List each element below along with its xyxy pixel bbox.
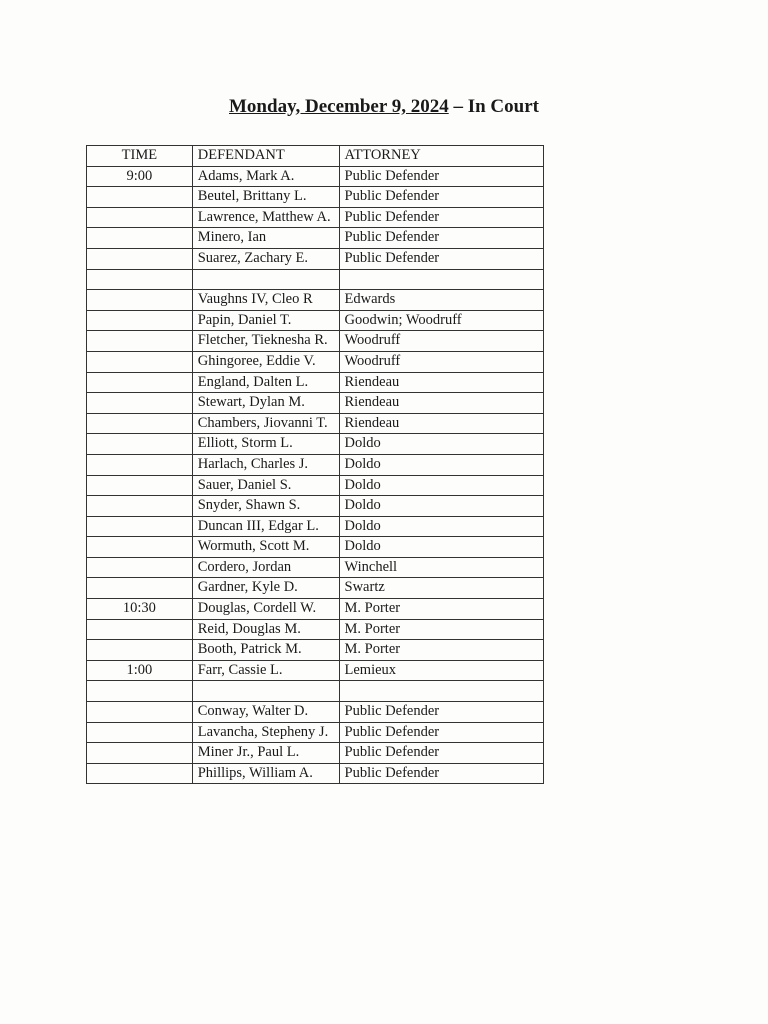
time-cell <box>87 413 193 434</box>
defendant-cell: Reid, Douglas M. <box>192 619 339 640</box>
defendant-cell: Farr, Cassie L. <box>192 660 339 681</box>
attorney-cell <box>339 269 543 290</box>
defendant-cell: Chambers, Jiovanni T. <box>192 413 339 434</box>
table-row <box>87 557 544 578</box>
time-cell <box>87 454 193 475</box>
table-row <box>87 763 544 784</box>
attorney-cell: Riendeau <box>339 413 543 434</box>
defendant-cell: Lawrence, Matthew A. <box>192 207 339 228</box>
time-cell <box>87 310 193 331</box>
table-row <box>87 454 544 475</box>
table-row <box>87 228 544 249</box>
table-row <box>87 310 544 331</box>
schedule-body <box>87 166 544 784</box>
defendant-cell: Adams, Mark A. <box>192 166 339 187</box>
attorney-cell: Doldo <box>339 434 543 455</box>
time-cell <box>87 393 193 414</box>
attorney-cell: Public Defender <box>339 248 543 269</box>
defendant-cell: Cordero, Jordan <box>192 557 339 578</box>
time-cell <box>87 351 193 372</box>
time-cell <box>87 763 193 784</box>
defendant-cell: Duncan III, Edgar L. <box>192 516 339 537</box>
table-row <box>87 166 544 187</box>
defendant-cell: Fletcher, Tieknesha R. <box>192 331 339 352</box>
defendant-cell <box>192 681 339 702</box>
time-cell <box>87 290 193 311</box>
defendant-cell: Conway, Walter D. <box>192 702 339 723</box>
table-row <box>87 702 544 723</box>
table-row <box>87 619 544 640</box>
attorney-cell: Woodruff <box>339 351 543 372</box>
attorney-cell: Woodruff <box>339 331 543 352</box>
attorney-cell: Doldo <box>339 475 543 496</box>
time-cell <box>87 228 193 249</box>
attorney-cell: Goodwin; Woodruff <box>339 310 543 331</box>
time-cell <box>87 372 193 393</box>
attorney-cell: Doldo <box>339 537 543 558</box>
table-row <box>87 207 544 228</box>
attorney-cell: Doldo <box>339 516 543 537</box>
time-cell: 9:00 <box>87 166 193 187</box>
title-date: Monday, December 9, 2024 <box>229 96 449 117</box>
defendant-cell: Elliott, Storm L. <box>192 434 339 455</box>
defendant-cell <box>192 269 339 290</box>
table-row <box>87 434 544 455</box>
time-cell: 10:30 <box>87 599 193 620</box>
defendant-cell: Vaughns IV, Cleo R <box>192 290 339 311</box>
table-row <box>87 475 544 496</box>
time-cell <box>87 434 193 455</box>
table-row <box>87 496 544 517</box>
attorney-cell <box>339 681 543 702</box>
attorney-cell: Doldo <box>339 496 543 517</box>
table-row <box>87 578 544 599</box>
time-cell <box>87 743 193 764</box>
time-cell <box>87 557 193 578</box>
table-row <box>87 722 544 743</box>
table-row <box>87 331 544 352</box>
table-row <box>87 393 544 414</box>
time-cell <box>87 496 193 517</box>
table-row <box>87 599 544 620</box>
title-location: In Court <box>467 96 539 117</box>
attorney-cell: M. Porter <box>339 619 543 640</box>
time-cell: 1:00 <box>87 660 193 681</box>
time-cell <box>87 331 193 352</box>
attorney-cell: Winchell <box>339 557 543 578</box>
time-cell <box>87 537 193 558</box>
title-separator: – <box>453 96 463 117</box>
defendant-cell: Miner Jr., Paul L. <box>192 743 339 764</box>
time-cell <box>87 619 193 640</box>
attorney-cell: M. Porter <box>339 599 543 620</box>
time-cell <box>87 248 193 269</box>
table-row <box>87 290 544 311</box>
attorney-cell: Swartz <box>339 578 543 599</box>
column-header-attorney: ATTORNEY <box>339 146 543 167</box>
time-cell <box>87 640 193 661</box>
column-header-time: TIME <box>87 146 193 167</box>
table-row <box>87 187 544 208</box>
defendant-cell: Harlach, Charles J. <box>192 454 339 475</box>
attorney-cell: Lemieux <box>339 660 543 681</box>
page-title <box>0 96 768 118</box>
table-row <box>87 372 544 393</box>
attorney-cell: Public Defender <box>339 763 543 784</box>
time-cell <box>87 187 193 208</box>
table-row <box>87 248 544 269</box>
defendant-cell: Gardner, Kyle D. <box>192 578 339 599</box>
attorney-cell: Riendeau <box>339 372 543 393</box>
defendant-cell: Stewart, Dylan M. <box>192 393 339 414</box>
attorney-cell: Public Defender <box>339 166 543 187</box>
defendant-cell: Snyder, Shawn S. <box>192 496 339 517</box>
table-row <box>87 516 544 537</box>
defendant-cell: Papin, Daniel T. <box>192 310 339 331</box>
defendant-cell: Lavancha, Stepheny J. <box>192 722 339 743</box>
table-row <box>87 640 544 661</box>
defendant-cell: Sauer, Daniel S. <box>192 475 339 496</box>
table-row <box>87 743 544 764</box>
defendant-cell: Suarez, Zachary E. <box>192 248 339 269</box>
attorney-cell: Edwards <box>339 290 543 311</box>
attorney-cell: Riendeau <box>339 393 543 414</box>
table-header-row <box>87 146 544 167</box>
defendant-cell: Wormuth, Scott M. <box>192 537 339 558</box>
attorney-cell: M. Porter <box>339 640 543 661</box>
attorney-cell: Doldo <box>339 454 543 475</box>
defendant-cell: Douglas, Cordell W. <box>192 599 339 620</box>
time-cell <box>87 475 193 496</box>
table-row <box>87 660 544 681</box>
column-header-defendant: DEFENDANT <box>192 146 339 167</box>
table-row <box>87 413 544 434</box>
time-cell <box>87 681 193 702</box>
time-cell <box>87 207 193 228</box>
attorney-cell: Public Defender <box>339 722 543 743</box>
time-cell <box>87 269 193 290</box>
defendant-cell: Minero, Ian <box>192 228 339 249</box>
time-cell <box>87 516 193 537</box>
time-cell <box>87 578 193 599</box>
defendant-cell: Ghingoree, Eddie V. <box>192 351 339 372</box>
defendant-cell: England, Dalten L. <box>192 372 339 393</box>
defendant-cell: Phillips, William A. <box>192 763 339 784</box>
table-row <box>87 681 544 702</box>
defendant-cell: Booth, Patrick M. <box>192 640 339 661</box>
attorney-cell: Public Defender <box>339 207 543 228</box>
attorney-cell: Public Defender <box>339 228 543 249</box>
table-row <box>87 269 544 290</box>
attorney-cell: Public Defender <box>339 702 543 723</box>
court-schedule-table <box>86 145 544 784</box>
time-cell <box>87 702 193 723</box>
attorney-cell: Public Defender <box>339 187 543 208</box>
attorney-cell: Public Defender <box>339 743 543 764</box>
defendant-cell: Beutel, Brittany L. <box>192 187 339 208</box>
table-row <box>87 537 544 558</box>
table-row <box>87 351 544 372</box>
time-cell <box>87 722 193 743</box>
